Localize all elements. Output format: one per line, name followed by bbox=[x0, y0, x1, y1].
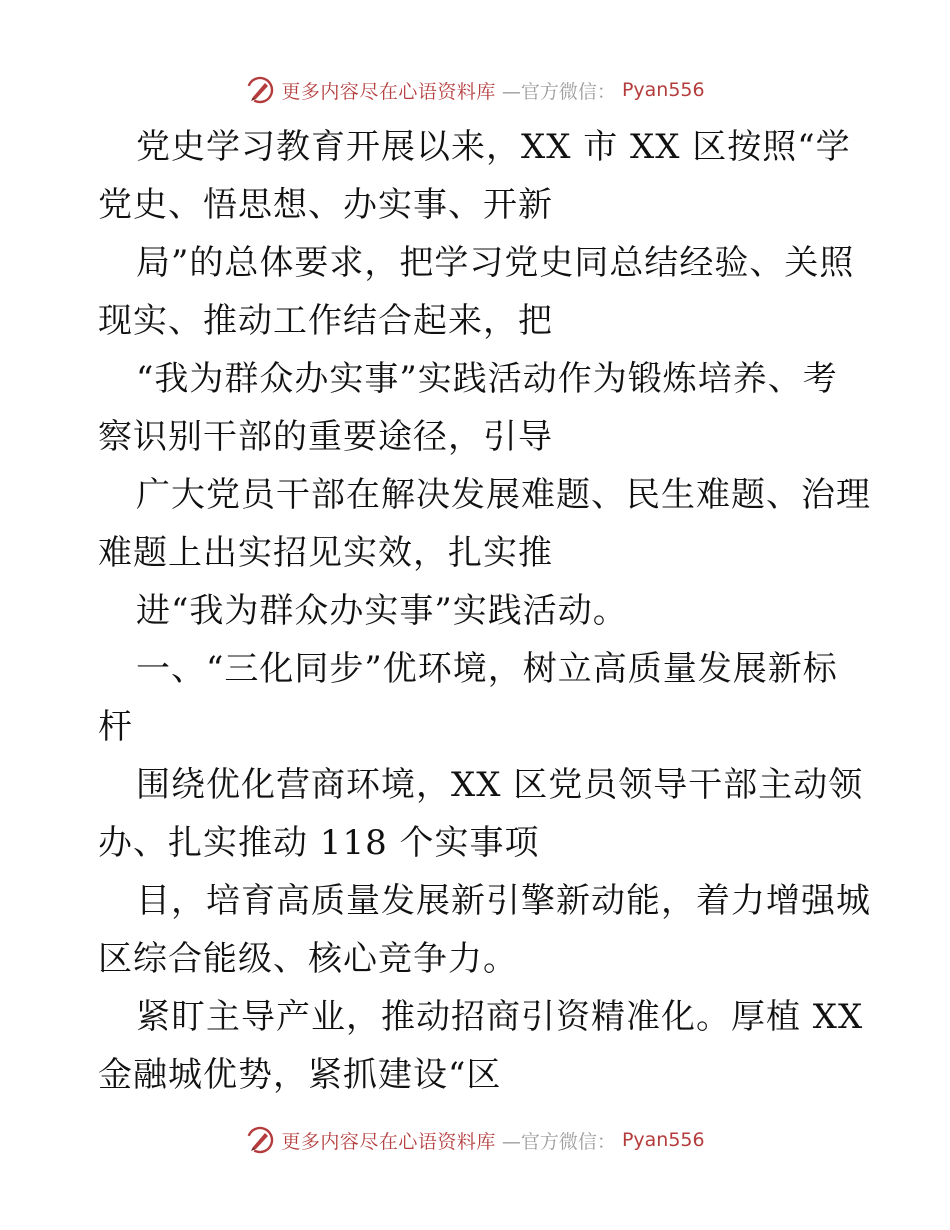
watermark-wechat-id: Pyan556 bbox=[621, 1129, 705, 1151]
document-line: 党史、悟思想、办实事、开新 bbox=[98, 185, 553, 225]
document-line: 一、“三化同步”优环境，树立高质量发展新标 bbox=[136, 649, 838, 689]
document-line: 局”的总体要求，把学习党史同总结经验、关照 bbox=[136, 243, 855, 283]
quill-pen-logo-icon bbox=[245, 1125, 275, 1155]
document-line: 办、扎实推动 118 个实事项 bbox=[98, 823, 540, 863]
document-line: “我为群众办实事”实践活动作为锻炼培养、考 bbox=[136, 359, 838, 399]
watermark-separator: —官方微信： bbox=[501, 1130, 616, 1153]
document-line: 察识别干部的重要途径，引导 bbox=[98, 417, 553, 457]
watermark-text: 更多内容尽在心语资料库 bbox=[281, 1130, 496, 1153]
document-line: 现实、推动工作结合起来，把 bbox=[98, 301, 553, 341]
watermark-text: 更多内容尽在心语资料库 bbox=[281, 80, 496, 103]
document-line: 难题上出实招见实效，扎实推 bbox=[98, 533, 553, 573]
document-line: 区综合能级、核心竞争力。 bbox=[98, 939, 518, 979]
footer-watermark bbox=[0, 1120, 950, 1160]
document-line: 党史学习教育开展以来，XX 市 XX 区按照“学 bbox=[136, 127, 851, 167]
header-watermark bbox=[0, 70, 950, 110]
document-line: 广大党员干部在解决发展难题、民生难题、治理 bbox=[136, 475, 871, 515]
document-line: 进“我为群众办实事”实践活动。 bbox=[136, 591, 628, 631]
watermark-wechat-id: Pyan556 bbox=[621, 79, 705, 101]
watermark-separator: —官方微信： bbox=[501, 80, 616, 103]
document-line: 杆 bbox=[98, 707, 133, 747]
document-line: 金融城优势，紧抓建设“区 bbox=[98, 1055, 502, 1095]
document-line: 目，培育高质量发展新引擎新动能，着力增强城 bbox=[136, 881, 871, 921]
document-line: 紧盯主导产业，推动招商引资精准化。厚植 XX bbox=[136, 997, 864, 1037]
document-line: 围绕优化营商环境，XX 区党员领导干部主动领 bbox=[136, 765, 864, 805]
quill-pen-logo-icon bbox=[245, 75, 275, 105]
